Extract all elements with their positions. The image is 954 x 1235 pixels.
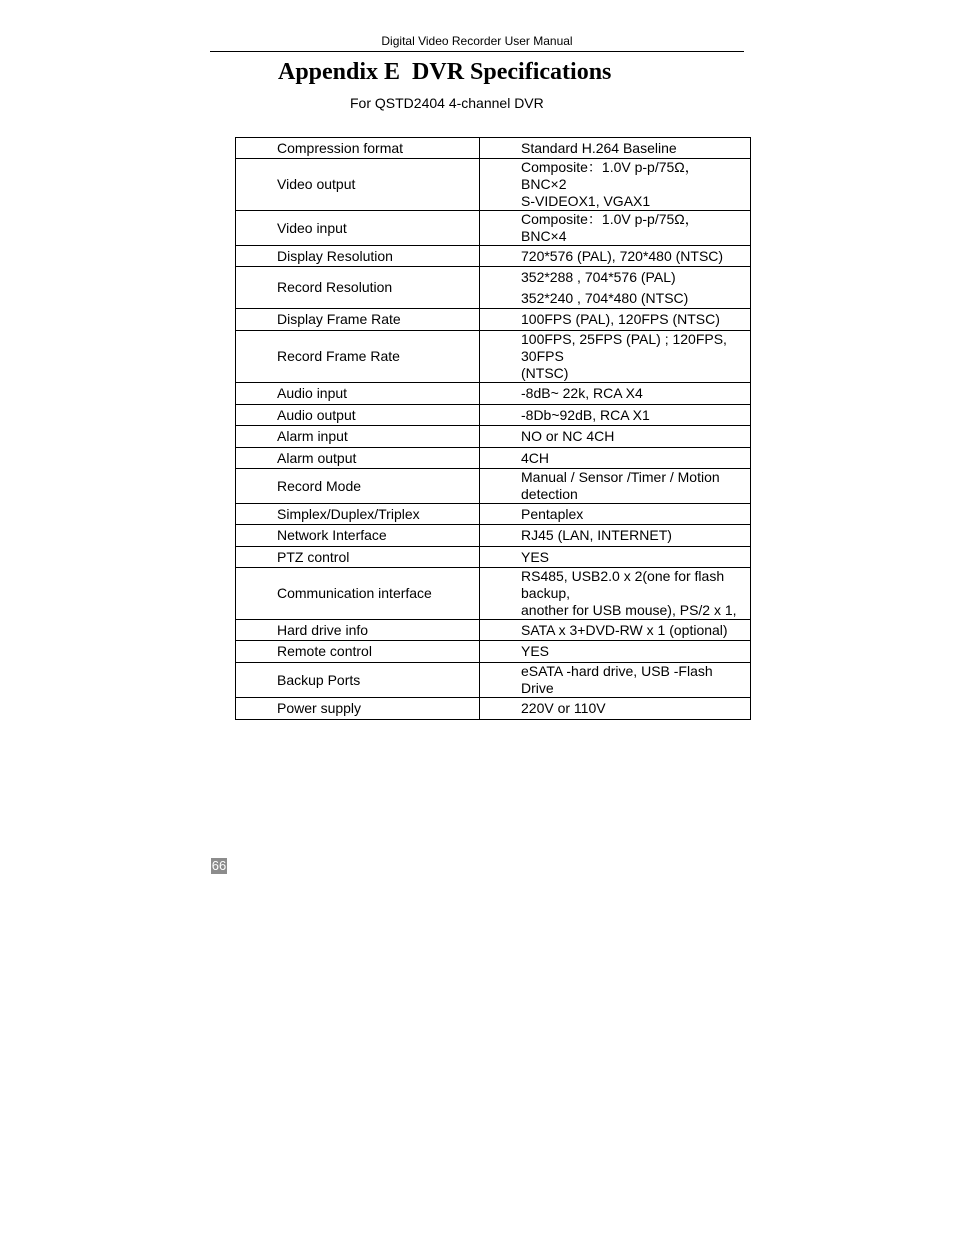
running-header: Digital Video Recorder User Manual [210,34,744,52]
spec-row [236,698,751,720]
spec-label: Simplex/Duplex/Triplex [236,504,480,525]
spec-value-line: -8dB~ 22k, RCA X4 [521,385,643,401]
spec-row [236,568,751,620]
spec-value-line: S-VIDEOX1, VGAX1 [521,193,651,209]
spec-label: Record Mode [236,469,480,504]
spec-row [236,504,751,525]
spec-value-line: another for USB mouse), PS/2 x 1, [521,602,737,618]
spec-label: Video input [236,211,480,246]
spec-value-line: Manual / Sensor /Timer / Motion detection [521,469,720,502]
spec-label: Power supply [236,698,480,720]
spec-value-line: -8Db~92dB, RCA X1 [521,406,650,423]
spec-value [480,246,751,267]
spec-value-line: SATA x 3+DVD-RW x 1 (optional) [521,621,728,638]
spec-value [480,641,751,663]
spec-label: Communication interface [236,568,480,620]
spec-row [236,138,751,159]
spec-value-line: YES [521,643,550,659]
spec-value [480,568,751,620]
spec-row [236,469,751,504]
spec-label: Display Frame Rate [236,309,480,331]
spec-row [236,641,751,663]
spec-value [480,159,751,211]
spec-value-line: RS485, USB2.0 x 2(one for flash backup, [521,568,725,601]
spec-label: Alarm input [236,426,480,448]
spec-value-line: eSATA -hard drive, USB -Flash Drive [521,663,713,696]
spec-row [236,547,751,568]
spec-value-line: 352*288 , 704*576 (PAL) [521,268,676,285]
spec-label: Audio output [236,405,480,426]
spec-value-line: (NTSC) [521,365,569,381]
spec-row [236,448,751,469]
spec-label: Compression format [236,138,480,159]
spec-value [480,211,751,246]
spec-row [236,246,751,267]
spec-value-line: Pentaplex [521,505,584,522]
spec-value-line: Standard H.264 Baseline [521,139,677,156]
spec-label: Record Resolution [236,267,480,309]
spec-row [236,159,751,211]
spec-value [480,383,751,405]
spec-label: Alarm output [236,448,480,469]
spec-value [480,525,751,547]
spec-label: Hard drive info [236,620,480,641]
spec-row [236,525,751,547]
spec-row [236,211,751,246]
spec-value [480,698,751,720]
spec-value [480,547,751,568]
spec-value [480,309,751,331]
spec-label: Audio input [236,383,480,405]
spec-value [480,663,751,698]
spec-label: Backup Ports [236,663,480,698]
spec-value-line: 100FPS (PAL), 120FPS (NTSC) [521,311,720,327]
spec-label: Video output [236,159,480,211]
spec-value [480,138,751,159]
spec-value-line: Composite：1.0V p-p/75Ω，BNC×2 [521,159,699,192]
page-number: 66 [211,858,227,873]
spec-row [236,663,751,698]
spec-row [236,405,751,426]
spec-row [236,267,751,309]
spec-value [480,405,751,426]
specifications-table [235,137,751,720]
spec-value [480,426,751,448]
spec-row [236,620,751,641]
spec-row [236,426,751,448]
spec-value [480,504,751,525]
spec-value [480,469,751,504]
spec-value [480,620,751,641]
spec-row [236,383,751,405]
page-subtitle: For QSTD2404 4-channel DVR [350,95,544,111]
spec-value-line: 720*576 (PAL), 720*480 (NTSC) [521,247,724,264]
spec-value [480,448,751,469]
spec-row [236,309,751,331]
specifications-table-body [236,138,751,720]
spec-label: Display Resolution [236,246,480,267]
spec-label: Network Interface [236,525,480,547]
spec-label: PTZ control [236,547,480,568]
spec-value-line: Composite：1.0V p-p/75Ω，BNC×4 [521,211,699,244]
spec-value [480,267,751,309]
spec-row [236,331,751,383]
spec-label: Record Frame Rate [236,331,480,383]
spec-value-line: 220V or 110V [521,700,606,716]
spec-value-line: RJ45 (LAN, INTERNET) [521,527,672,543]
spec-value [480,331,751,383]
page-title: Appendix E DVR Specifications [278,59,612,85]
spec-value-line: 100FPS, 25FPS (PAL) ; 120FPS, 30FPS [521,331,727,364]
spec-value-line: YES [521,548,550,565]
spec-value-line: NO or NC 4CH [521,428,615,444]
spec-label: Remote control [236,641,480,663]
spec-value-line: 352*240 , 704*480 (NTSC) [521,289,689,306]
spec-value-line: 4CH [521,449,550,466]
